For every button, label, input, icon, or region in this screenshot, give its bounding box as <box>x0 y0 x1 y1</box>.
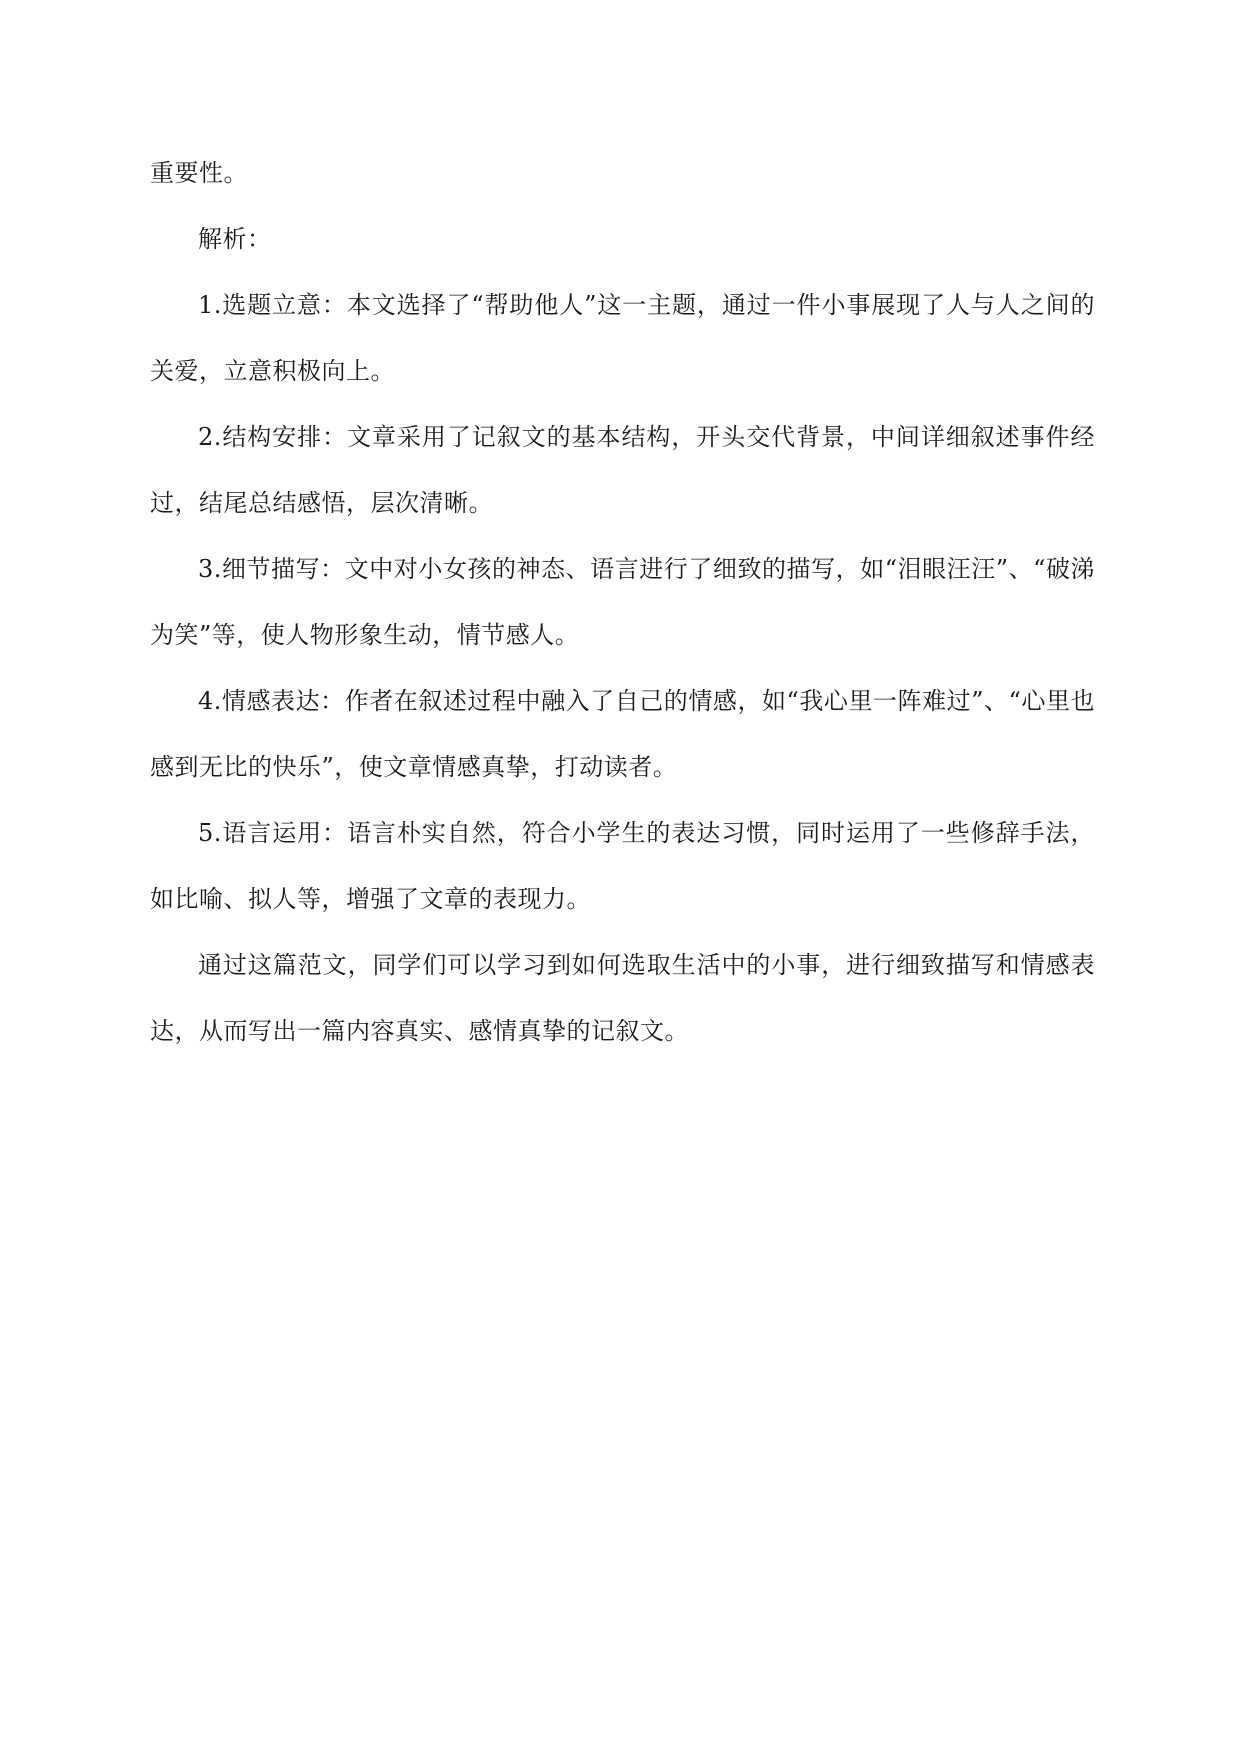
analysis-item-detail: 3.细节描写：文中对小女孩的神态、语言进行了细致的描写，如“泪眼汪汪”、“破涕为笑”等，使人物形象生动，情节感人。 <box>150 555 1095 649</box>
analysis-item-structure: 2.结构安排：文章采用了记叙文的基本结构，开头交代背景，中间详细叙述事件经过，结尾总结感悟，层次清晰。 <box>150 423 1095 517</box>
analysis-item-language: 5.语言运用：语言朴实自然，符合小学生的表达习惯，同时运用了一些修辞手法，如比喻、拟人等，增强了文章的表现力。 <box>150 819 1095 913</box>
conclusion-paragraph: 通过这篇范文，同学们可以学习到如何选取生活中的小事，进行细致描写和情感表达，从而写出一篇内容真实、感情真挚的记叙文。 <box>150 951 1095 1045</box>
document-body <box>150 140 1095 1064</box>
paragraph-continuation: 重要性。 <box>150 159 248 187</box>
analysis-item-emotion: 4.情感表达：作者在叙述过程中融入了自己的情感，如“我心里一阵难过”、“心里也感到无比的快乐”，使文章情感真挚，打动读者。 <box>150 687 1095 781</box>
analysis-item-topic: 1.选题立意：本文选择了“帮助他人”这一主题，通过一件小事展现了人与人之间的关爱，立意积极向上。 <box>150 291 1095 385</box>
analysis-heading: 解析： <box>198 225 272 253</box>
